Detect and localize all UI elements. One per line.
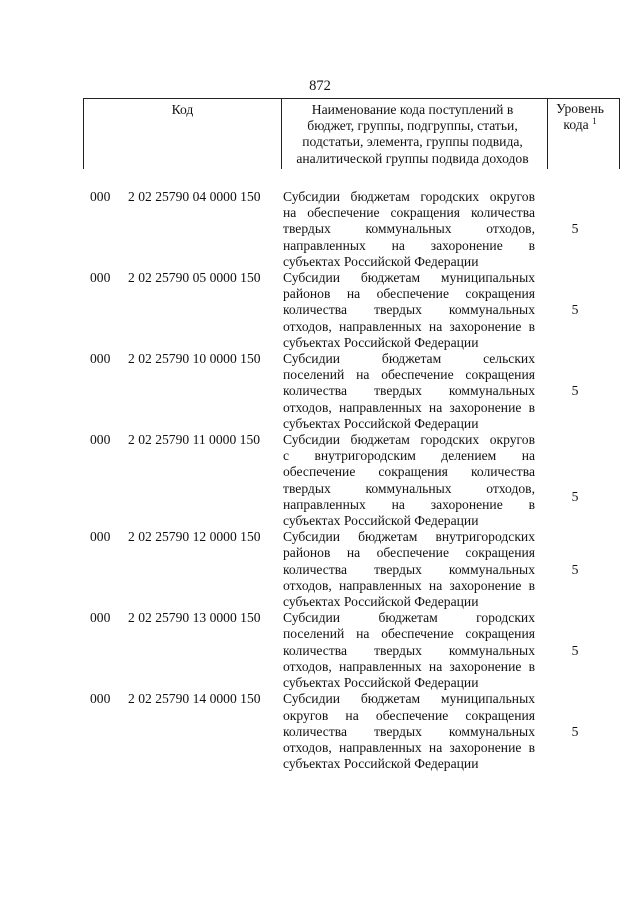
header-level-label: кода [563, 117, 589, 133]
description-line: на обеспечение сокращения количества [283, 205, 535, 221]
description-line: твердых коммунальных отходов, [283, 221, 535, 237]
description-line: отходов, направленных на захоронение в [283, 577, 535, 593]
description-line: направленных на захоронение в [283, 237, 535, 253]
code-level: 5 [571, 642, 579, 658]
description-line: отходов, направленных на захоронение в [283, 739, 535, 755]
header-code: Код [171, 102, 194, 117]
income-code: 2 02 25790 11 0000 150 [128, 432, 261, 448]
income-code: 2 02 25790 14 0000 150 [128, 691, 261, 707]
description-line: районов на обеспечение сокращения [283, 286, 535, 302]
code-description [283, 270, 535, 351]
table-row [90, 691, 620, 772]
table-row [90, 351, 620, 432]
table-body [90, 189, 620, 772]
admin-code: 000 [90, 610, 111, 626]
description-line: поселений на обеспечение сокращения [283, 367, 535, 383]
code-level: 5 [571, 221, 579, 237]
description-line: количества твердых коммунальных [283, 383, 535, 399]
header-level-line1: Уровень [556, 101, 604, 116]
table-row [90, 189, 620, 270]
income-code: 2 02 25790 04 0000 150 [128, 189, 261, 204]
description-line: количества твердых коммунальных [283, 723, 535, 739]
admin-code: 000 [90, 270, 111, 286]
admin-code: 000 [90, 351, 111, 367]
header-level [543, 101, 617, 133]
description-line: субъектах Российской Федерации [283, 415, 479, 431]
code-description [283, 351, 535, 432]
description-line: субъектах Российской Федерации [283, 513, 479, 529]
description-line: количества твердых коммунальных [283, 561, 535, 577]
page-number: 872 [309, 78, 331, 94]
table-row [90, 432, 620, 529]
table-row [90, 610, 620, 691]
code-level: 5 [571, 488, 579, 504]
description-line: субъектах Российской Федерации [283, 756, 479, 772]
description-line: Субсидии бюджетам муниципальных [283, 270, 535, 286]
header-name [282, 102, 543, 167]
description-line: отходов, направленных на захоронение в [283, 399, 535, 415]
description-line: отходов, направленных на захоронение в [283, 658, 535, 674]
header-name-line: Наименование кода поступлений в [311, 102, 514, 117]
description-line: субъектах Российской Федерации [283, 253, 479, 269]
income-code: 2 02 25790 10 0000 150 [128, 351, 261, 367]
income-code: 2 02 25790 13 0000 150 [128, 610, 261, 626]
header-name-line: подстатьи, элемента, группы подвида, [302, 134, 523, 150]
admin-code: 000 [90, 529, 111, 545]
description-line: субъектах Российской Федерации [283, 675, 479, 691]
description-line: районов на обеспечение сокращения [283, 545, 535, 561]
code-description [283, 610, 535, 691]
description-line: субъектах Российской Федерации [283, 334, 479, 350]
code-level: 5 [571, 723, 579, 739]
description-line: Субсидии бюджетам городских [283, 610, 535, 626]
header-level-line2 [543, 117, 617, 133]
admin-code: 000 [90, 691, 111, 707]
footnote-marker: 1 [592, 116, 597, 127]
description-line: субъектах Российской Федерации [283, 594, 479, 610]
description-line: с внутригородским делением на [283, 448, 535, 464]
description-line: отходов, направленных на захоронение в [283, 318, 535, 334]
code-level: 5 [571, 383, 579, 399]
description-line: Субсидии бюджетам внутригородских [283, 529, 535, 545]
code-description [283, 691, 535, 772]
table-row [90, 529, 620, 610]
table-row [90, 270, 620, 351]
code-level: 5 [571, 302, 579, 318]
description-line: Субсидии бюджетам сельских [283, 351, 535, 367]
description-line: количества твердых коммунальных [283, 302, 535, 318]
table-header [83, 98, 548, 169]
income-code: 2 02 25790 12 0000 150 [128, 529, 261, 545]
code-description [283, 432, 535, 529]
code-description [283, 189, 535, 270]
description-line: обеспечение сокращения количества [283, 464, 535, 480]
income-code: 2 02 25790 05 0000 150 [128, 270, 261, 286]
description-line: поселений на обеспечение сокращения [283, 626, 535, 642]
description-line: Субсидии бюджетам городских округов [283, 189, 535, 204]
description-line: направленных на захоронение в [283, 496, 535, 512]
header-name-line: аналитической группы подвида доходов [296, 150, 529, 166]
description-line: округов на обеспечение сокращения [283, 707, 535, 723]
header-name-line: бюджет, группы, подгруппы, статьи, [307, 118, 518, 134]
description-line: Субсидии бюджетам муниципальных [283, 691, 535, 707]
code-description [283, 529, 535, 610]
admin-code: 000 [90, 189, 111, 204]
description-line: твердых коммунальных отходов, [283, 480, 535, 496]
description-line: Субсидии бюджетам городских округов [283, 432, 535, 448]
code-level: 5 [571, 561, 579, 577]
admin-code: 000 [90, 432, 111, 448]
description-line: количества твердых коммунальных [283, 642, 535, 658]
